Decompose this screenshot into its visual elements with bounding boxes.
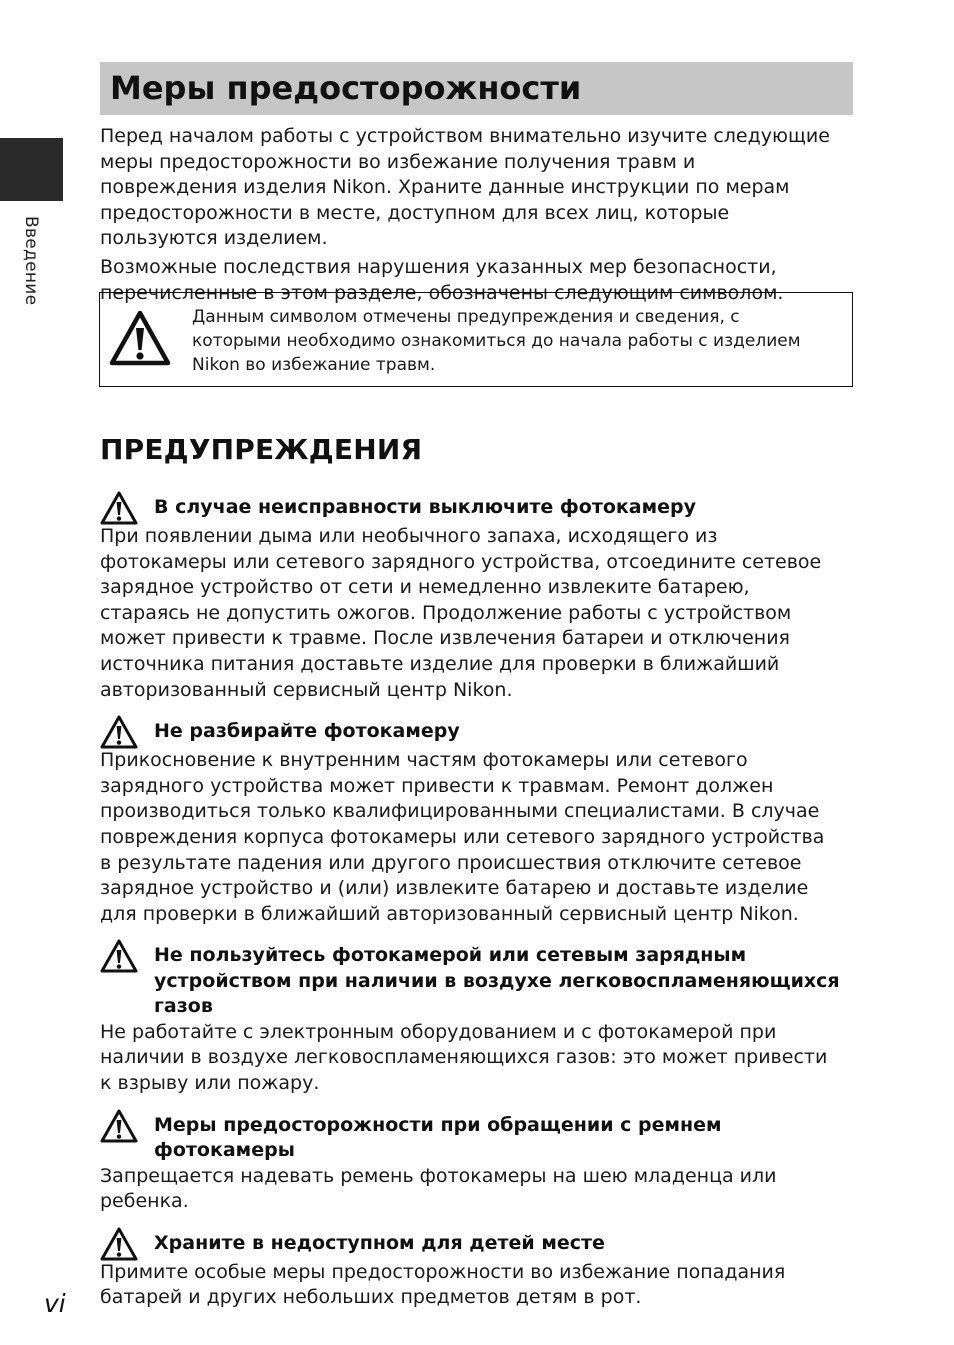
warnings-list: [100, 490, 840, 1322]
warning-symbol-notice: [99, 292, 853, 387]
section-title: ПРЕДУПРЕЖДЕНИЯ: [100, 433, 423, 466]
warning-title: Меры предосторожности при обращении с ремнем фотокамеры: [154, 1113, 722, 1162]
intro-paragraph-2: Возможные последствия нарушения указанных мер безопасности, перечисленные в этом разделе, обозначены следующим символом.: [100, 255, 784, 304]
warning-heading: [100, 714, 840, 748]
warning-item: [100, 1226, 840, 1311]
intro-paragraph-1: Перед началом работы с устройством внимательно изучите следующие меры предосторожности во избежание получения травм и повреждения изделия Nikon. Храните данные инструкции по мерам предосторожности в месте, доступном для всех лиц, которые пользуются изделием.: [100, 125, 830, 250]
warning-body: При появлении дыма или необычного запаха, исходящего из фотокамеры или сетевого зарядного устройства, отсоедините сетевое зарядное устройство от сети и немедленно извлеките батарею, стараясь не допустить ожогов. Продолжение работы с устройством может привести к травме. После извлечения батареи и отключения источника питания доставьте изделие для проверки в ближайший авторизованный сервисный центр Nikon.: [100, 525, 822, 701]
page-title: Меры предосторожности: [110, 69, 582, 107]
section-tab-label: Введение: [21, 216, 41, 306]
warning-item: [100, 490, 840, 703]
warning-icon: [100, 715, 138, 749]
intro-text: [100, 124, 835, 309]
warning-heading: [100, 938, 840, 1020]
warning-title: В случае неисправности выключите фотокамеру: [154, 496, 697, 518]
warning-body: Не работайте с электронным оборудованием и с фотокамерой при наличии в воздухе легковоспламеняющихся газов: это может привести к взрыву или пожару.: [100, 1020, 828, 1094]
warning-icon: [100, 1109, 138, 1143]
warning-body: Запрещается надевать ремень фотокамеры на шею младенца или ребенка.: [100, 1164, 777, 1213]
warning-icon: [100, 939, 138, 973]
warning-title: Не разбирайте фотокамеру: [154, 720, 460, 743]
warning-body: Прикосновение к внутренним частям фотокамеры или сетевого зарядного устройства может привести к травмам. Ремонт должен производиться только квалифицированными специалистами. В случае повреждения корпуса фотокамеры или сетевого зарядного устройства в результате падения или другого происшествия отключите сетевое зарядное устройство и (или) извлеките батарею и доставьте изделие для проверки в ближайший авторизованный сервисный центр Nikon.: [100, 749, 825, 925]
warning-icon: [100, 1227, 138, 1261]
page-number: vi: [44, 1289, 66, 1318]
warning-body: Примите особые меры предосторожности во избежание попадания батарей и других небольших предметов детям в рот.: [100, 1260, 786, 1309]
warning-icon: [100, 491, 138, 525]
section-tab-marker: [0, 138, 63, 201]
warning-item: [100, 938, 840, 1096]
page-title-bar: [100, 62, 853, 115]
warning-icon: [109, 310, 171, 366]
notice-text: Данным символом отмечены предупреждения и сведения, с которыми необходимо ознакомиться до начала работы с изделием Nikon во избежание травм.: [192, 307, 801, 375]
warning-heading: [100, 490, 840, 524]
warning-title: Не пользуйтесь фотокамерой или сетевым зарядным устройством при наличии в воздухе легковоспламеняющихся газов: [154, 944, 840, 1018]
warning-item: [100, 1108, 840, 1215]
warning-item: [100, 714, 840, 927]
warning-title: Храните в недоступном для детей месте: [154, 1231, 605, 1254]
warning-heading: [100, 1226, 840, 1260]
warning-heading: [100, 1108, 840, 1164]
